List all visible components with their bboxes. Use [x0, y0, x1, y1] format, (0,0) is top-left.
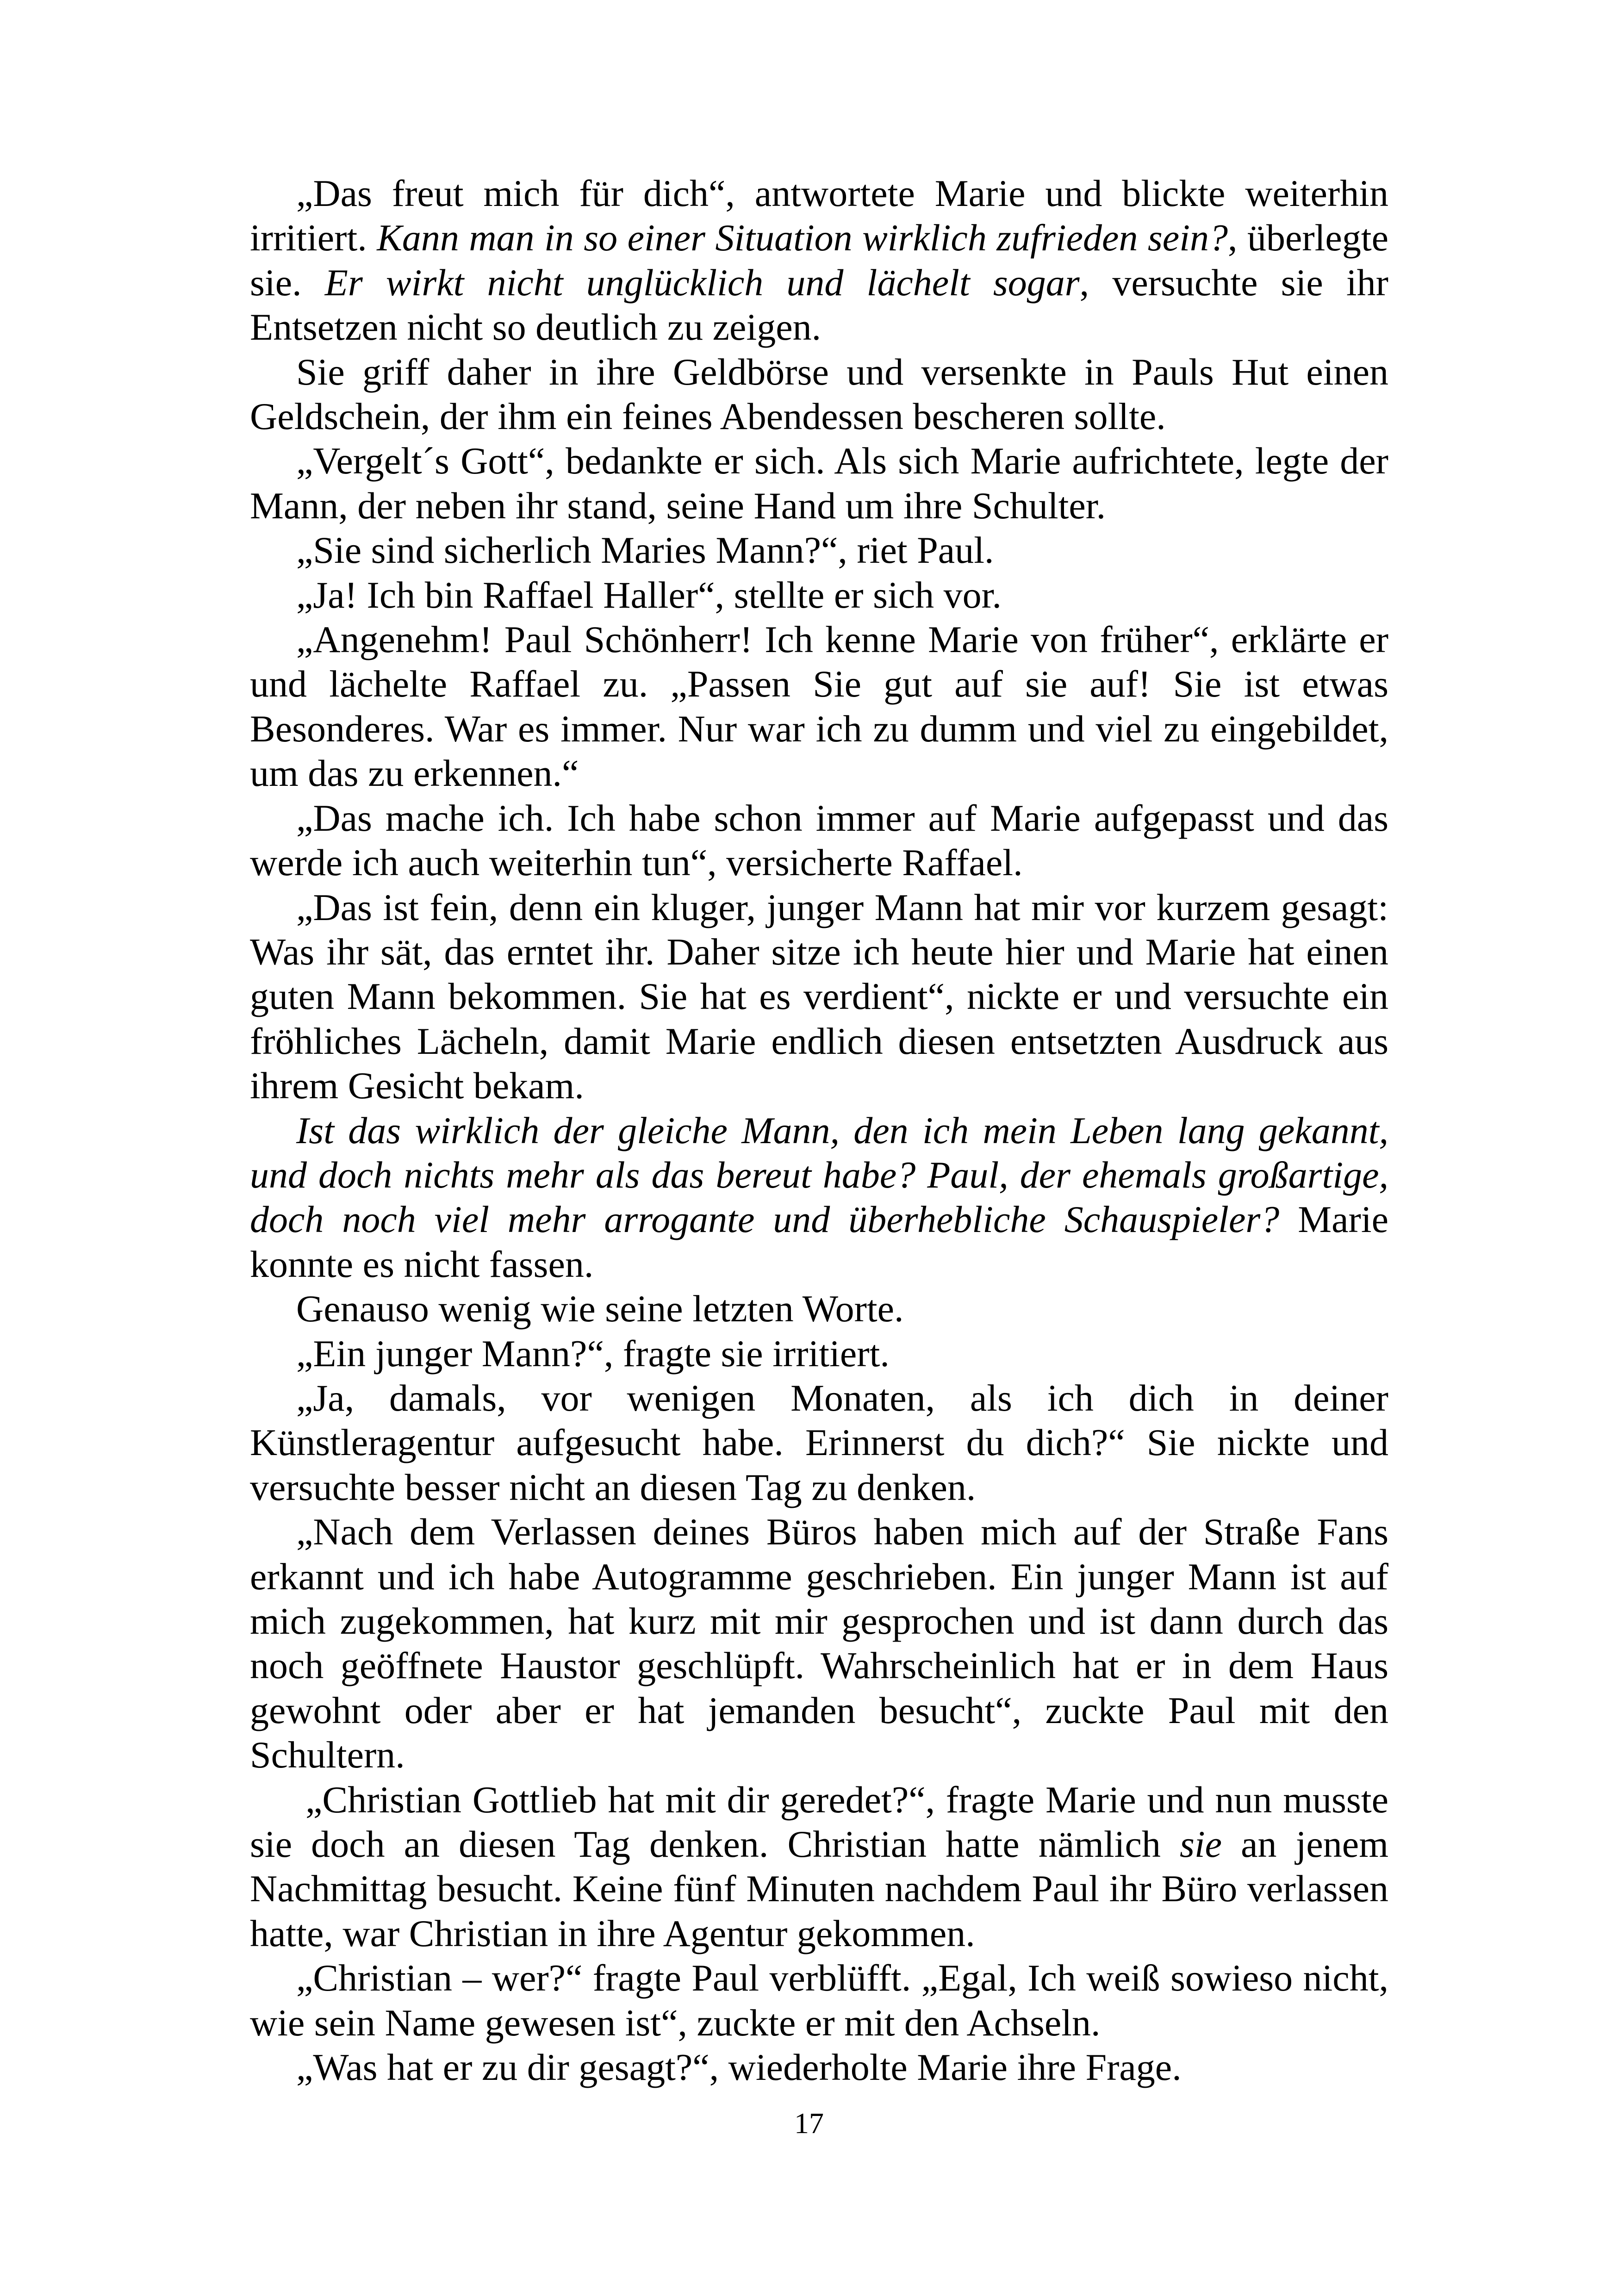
text-run: „Angenehm! Paul Schönherr! Ich kenne Marie von früher“, erklärte er und lächelte Raffael zu. „Passen Sie gut auf sie auf! Sie ist etwas Besonderes. War es immer. Nur war ich zu dumm und viel zu eingebildet, um das zu erkennen.“ — [250, 618, 1388, 795]
text-run: „Das ist fein, denn ein kluger, junger Mann hat mir vor kurzem gesagt: Was ihr sät, das erntet ihr. Daher sitze ich heute hier und Marie hat einen guten Mann bekommen. Sie hat es verdient“, nickte er und versuchte ein fröhliches Lächeln, damit Marie endlich diesen entsetzten Ausdruck aus ihrem Gesicht bekam. — [250, 886, 1388, 1107]
paragraph — [250, 1332, 1388, 1376]
text-run: „Ja, damals, vor wenigen Monaten, als ich dich in deiner Künstleragentur aufgesucht habe. Erinnerst du dich?“ Sie nickte und versuchte besser nicht an diesen Tag zu denken. — [250, 1376, 1388, 1508]
italic-text: sie — [1179, 1823, 1222, 1866]
italic-text: Ist das wirklich der gleiche Mann, den ich mein Leben lang gekannt, und doch nichts mehr als das bereut habe? Paul, der ehemals großartige, doch noch viel mehr arrogante und überhebliche Schauspieler? — [250, 1109, 1388, 1241]
page-number: 17 — [794, 2107, 824, 2140]
text-run: „Nach dem Verlassen deines Büros haben mich auf der Straße Fans erkannt und ich habe Autogramme geschrieben. Ein junger Mann ist auf mich zugekommen, hat kurz mit mir gesprochen und ist dann durch das noch geöffnete Haustor geschlüpft. Wahrscheinlich hat er in dem Haus gewohnt oder aber er hat jemanden besucht“, zuckte Paul mit den Schultern. — [250, 1511, 1388, 1776]
text-run: „Das mache ich. Ich habe schon immer auf Marie aufgepasst und das werde ich auch weiterhin tun“, versicherte Raffael. — [250, 796, 1388, 884]
paragraph — [250, 2045, 1388, 2090]
text-run: , versuchte sie ihr Entsetzen nicht so deutlich zu zeigen. — [250, 261, 1388, 348]
text-run: an jenem Nachmittag besucht. Keine fünf Minuten nachdem Paul ihr Büro verlassen hatte, war Christian in ihre Agentur gekommen. — [250, 1823, 1388, 1954]
italic-text: Kann man in so einer Situation wirklich zufrieden sein? — [377, 217, 1228, 259]
paragraph — [250, 171, 1388, 350]
text-run: Sie griff daher in ihre Geldbörse und versenkte in Pauls Hut einen Geldschein, der ihm ein feines Abendessen bescheren sollte. — [250, 350, 1388, 438]
body-text — [250, 171, 1388, 2090]
paragraph — [250, 1778, 1388, 1956]
text-run: Marie konnte es nicht fassen. — [250, 1198, 1388, 1285]
paragraph — [250, 350, 1388, 439]
text-run: „Vergelt´s Gott“, bedankte er sich. Als sich Marie aufrichtete, legte der Mann, der neben ihr stand, seine Hand um ihre Schulter. — [250, 440, 1388, 527]
paragraph — [250, 1108, 1388, 1287]
text-run: „Ja! Ich bin Raffael Haller“, stellte er sich vor. — [296, 573, 1002, 616]
paragraph — [250, 1287, 1388, 1331]
italic-text: Er wirkt nicht unglücklich und lächelt sogar — [324, 261, 1080, 304]
paragraph — [250, 1510, 1388, 1777]
text-run: „Das freut mich für dich“, antwortete Marie und blickte weiterhin irritiert. — [250, 172, 1388, 259]
paragraph — [250, 1376, 1388, 1510]
text-run: „Ein junger Mann?“, fragte sie irritiert. — [296, 1332, 890, 1375]
text-run: „Was hat er zu dir gesagt?“, wiederholte Marie ihre Frage. — [296, 2046, 1182, 2089]
paragraph — [250, 528, 1388, 572]
text-run: „Christian Gottlieb hat mit dir geredet?“, fragte Marie und nun musste sie doch an diesen Tag denken. Christian hatte nämlich — [250, 1778, 1388, 1866]
paragraph — [250, 885, 1388, 1108]
text-run: , überlegte sie. — [250, 217, 1389, 304]
paragraph — [250, 439, 1388, 528]
paragraph — [250, 617, 1388, 796]
paragraph — [250, 1956, 1388, 2045]
text-run: „Christian – wer?“ fragte Paul verblüfft. „Egal, Ich weiß sowieso nicht, wie sein Name gewesen ist“, zuckte er mit den Achseln. — [250, 1957, 1388, 2044]
paragraph — [250, 573, 1388, 617]
paragraph — [250, 796, 1388, 885]
text-run: Genauso wenig wie seine letzten Worte. — [296, 1288, 904, 1330]
text-run: „Sie sind sicherlich Maries Mann?“, riet Paul. — [296, 529, 994, 572]
